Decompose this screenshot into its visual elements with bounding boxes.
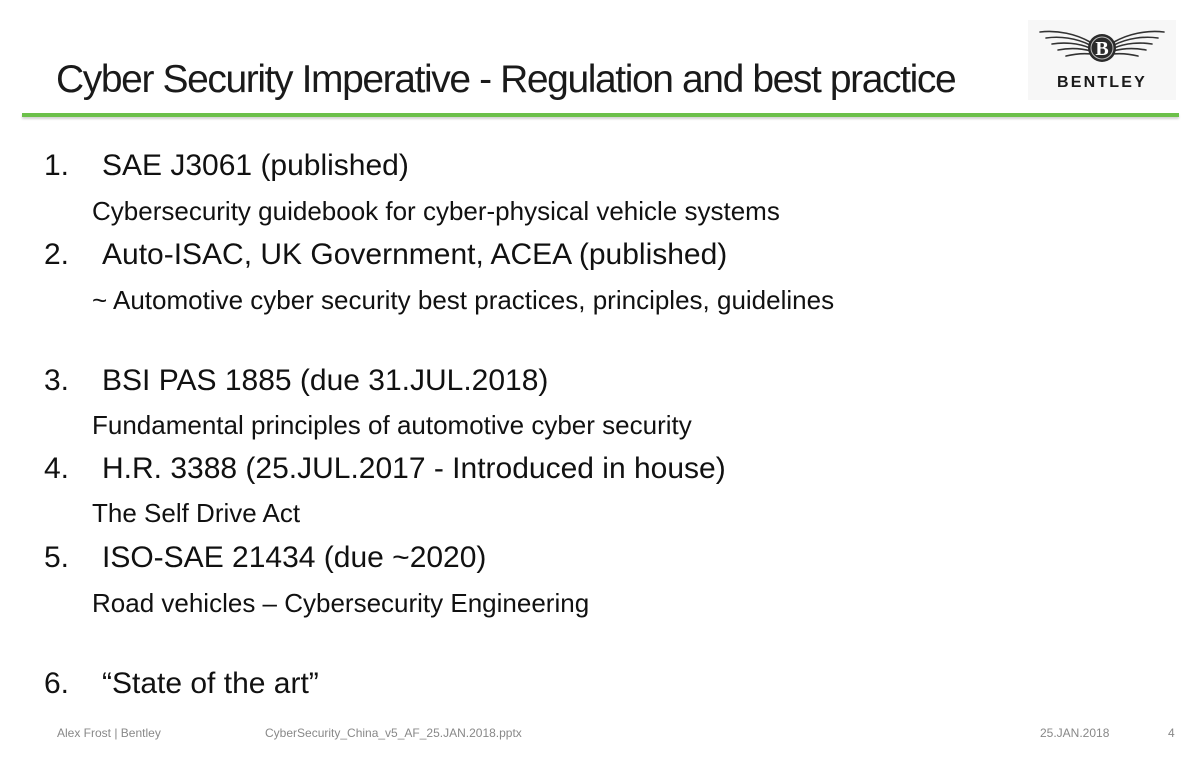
footer-author: Alex Frost | Bentley [57, 726, 161, 740]
list-item-number: 3. [44, 364, 70, 397]
list-item-subtext: The Self Drive Act [92, 498, 301, 528]
list-item-heading [44, 149, 409, 183]
logo-wordmark: BENTLEY [1056, 74, 1148, 91]
list-item-title: Auto-ISAC, UK Government, ACEA (published) [102, 238, 728, 271]
list-item-subtext: ~ Automotive cyber security best practices, principles, guidelines [92, 285, 835, 315]
list-item-heading [44, 238, 727, 272]
footer-page-number: 4 [1168, 726, 1175, 740]
slide-title: Cyber Security Imperative - Regulation and best practice [56, 58, 956, 101]
title-divider [22, 113, 1179, 117]
list-item-subtext: Road vehicles – Cybersecurity Engineering [92, 588, 590, 618]
bentley-logo [1028, 20, 1176, 100]
list-item-title: H.R. 3388 (25.JUL.2017 - Introduced in house) [102, 452, 726, 485]
list-item-number: 6. [44, 667, 70, 700]
list-item-heading [44, 541, 486, 575]
list-item-subtext: Fundamental principles of automotive cyber security [92, 410, 692, 440]
list-item-number: 2. [44, 238, 70, 271]
logo-emblem-letter: B [1095, 38, 1109, 60]
list-item-heading [44, 364, 548, 398]
footer-filename: CyberSecurity_China_v5_AF_25.JAN.2018.pptx [265, 726, 522, 740]
list-item-title: “State of the art” [102, 667, 319, 700]
list-item-title: BSI PAS 1885 (due 31.JUL.2018) [102, 364, 549, 397]
list-item-subtext: Cybersecurity guidebook for cyber-physical vehicle systems [92, 196, 780, 226]
list-item-number: 5. [44, 541, 70, 574]
list-item-number: 4. [44, 452, 70, 485]
list-item-number: 1. [44, 149, 70, 182]
footer-date: 25.JAN.2018 [1040, 726, 1110, 740]
list-item-heading [44, 667, 319, 701]
winged-b-emblem-icon [1036, 24, 1168, 72]
list-item-heading [44, 452, 726, 486]
list-item-title: ISO-SAE 21434 (due ~2020) [102, 541, 487, 574]
list-item-title: SAE J3061 (published) [102, 149, 409, 182]
